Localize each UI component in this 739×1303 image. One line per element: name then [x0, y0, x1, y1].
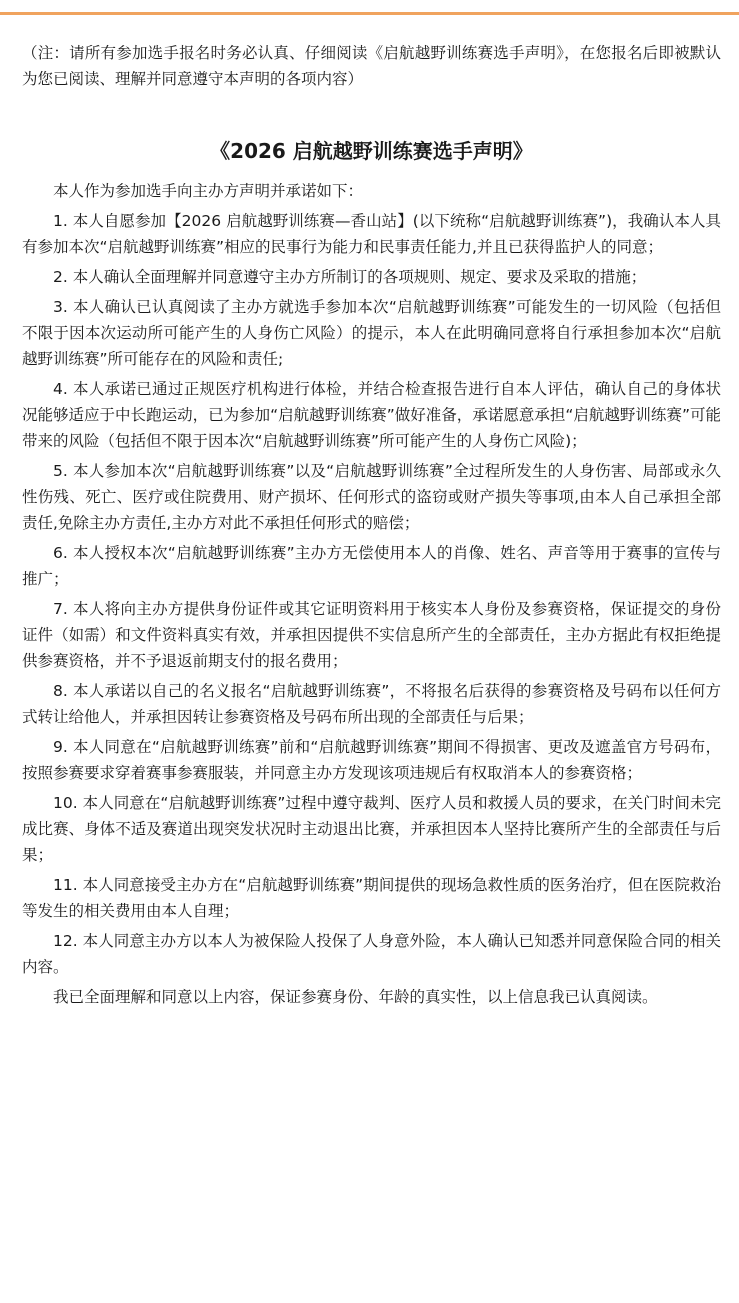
clause-4: 4. 本人承诺已通过正规医疗机构进行体检，并结合检查报告进行自本人评估，确认自己的身体状况能够适应于中长跑运动，已为参加“启航越野训练赛”做好准备，承诺愿意承担“启航越野训练赛”可能带来的风险（包括但不限于因本次“启航越野训练赛”所可能产生的人身伤亡风险)； — [22, 380, 721, 450]
clause-5: 5. 本人参加本次“启航越野训练赛”以及“启航越野训练赛”全过程所发生的人身伤害、局部或永久性伤残、死亡、医疗或住院费用、财产损坏、任何形式的盗窃或财产损失等事项,由本人自己承担全部责任,免除主办方责任,主办方对此不承担任何形式的赔偿； — [22, 462, 721, 532]
clause-1: 1. 本人自愿参加【2026 启航越野训练赛—香山站】(以下统称“启航越野训练赛”)，我确认本人具有参加本次“启航越野训练赛”相应的民事行为能力和民事责任能力,并且已获得监护人的同意； — [22, 212, 721, 256]
clause-6: 6. 本人授权本次“启航越野训练赛”主办方无偿使用本人的肖像、姓名、声音等用于赛事的宣传与推广； — [22, 544, 721, 588]
clause-9: 9. 本人同意在“启航越野训练赛”前和“启航越野训练赛”期间不得损害、更改及遮盖官方号码布，按照参赛要求穿着赛事参赛服装，并同意主办方发现该项违规后有权取消本人的参赛资格； — [22, 738, 721, 782]
closing-paragraph: 我已全面理解和同意以上内容，保证参赛身份、年龄的真实性，以上信息我已认真阅读。 — [53, 988, 658, 1006]
clause-12: 12. 本人同意主办方以本人为被保险人投保了人身意外险，本人确认已知悉并同意保险合同的相关内容。 — [22, 932, 721, 976]
clause-10: 10. 本人同意在“启航越野训练赛”过程中遵守裁判、医疗人员和救援人员的要求，在关门时间未完成比赛、身体不适及赛道出现突发状况时主动退出比赛，并承担因本人坚持比赛所产生的全部责任与后果； — [22, 794, 721, 864]
clause-11: 11. 本人同意接受主办方在“启航越野训练赛”期间提供的现场急救性质的医务治疗，但在医院救治等发生的相关费用由本人自理； — [22, 876, 721, 920]
clause-2: 2. 本人确认全面理解并同意遵守主办方所制订的各项规则、规定、要求及采取的措施； — [53, 268, 647, 286]
top-accent-rule — [0, 12, 739, 15]
clause-8: 8. 本人承诺以自己的名义报名“启航越野训练赛”，不将报名后获得的参赛资格及号码布以任何方式转让给他人，并承担因转让参赛资格及号码布所出现的全部责任与后果； — [22, 682, 721, 726]
document-title: 《2026 启航越野训练赛选手声明》 — [210, 139, 533, 163]
clause-3: 3. 本人确认已认真阅读了主办方就选手参加本次“启航越野训练赛”可能发生的一切风险（包括但不限于因本次运动所可能产生的人身伤亡风险）的提示，本人在此明确同意将自行承担参加本次“启航越野训练赛”所可能存在的风险和责任; — [22, 298, 721, 368]
intro-paragraph: 本人作为参加选手向主办方声明并承诺如下： — [53, 182, 364, 200]
reading-note: （注：请所有参加选手报名时务必认真、仔细阅读《启航越野训练赛选手声明》，在您报名后即被默认为您已阅读、理解并同意遵守本声明的各项内容） — [22, 44, 721, 88]
clause-7: 7. 本人将向主办方提供身份证件或其它证明资料用于核实本人身份及参赛资格，保证提交的身份证件（如需）和文件资料真实有效，并承担因提供不实信息所产生的全部责任，主办方据此有权拒绝提供参赛资格，并不予退返前期支付的报名费用； — [22, 600, 721, 670]
declaration-document — [22, 40, 721, 1014]
